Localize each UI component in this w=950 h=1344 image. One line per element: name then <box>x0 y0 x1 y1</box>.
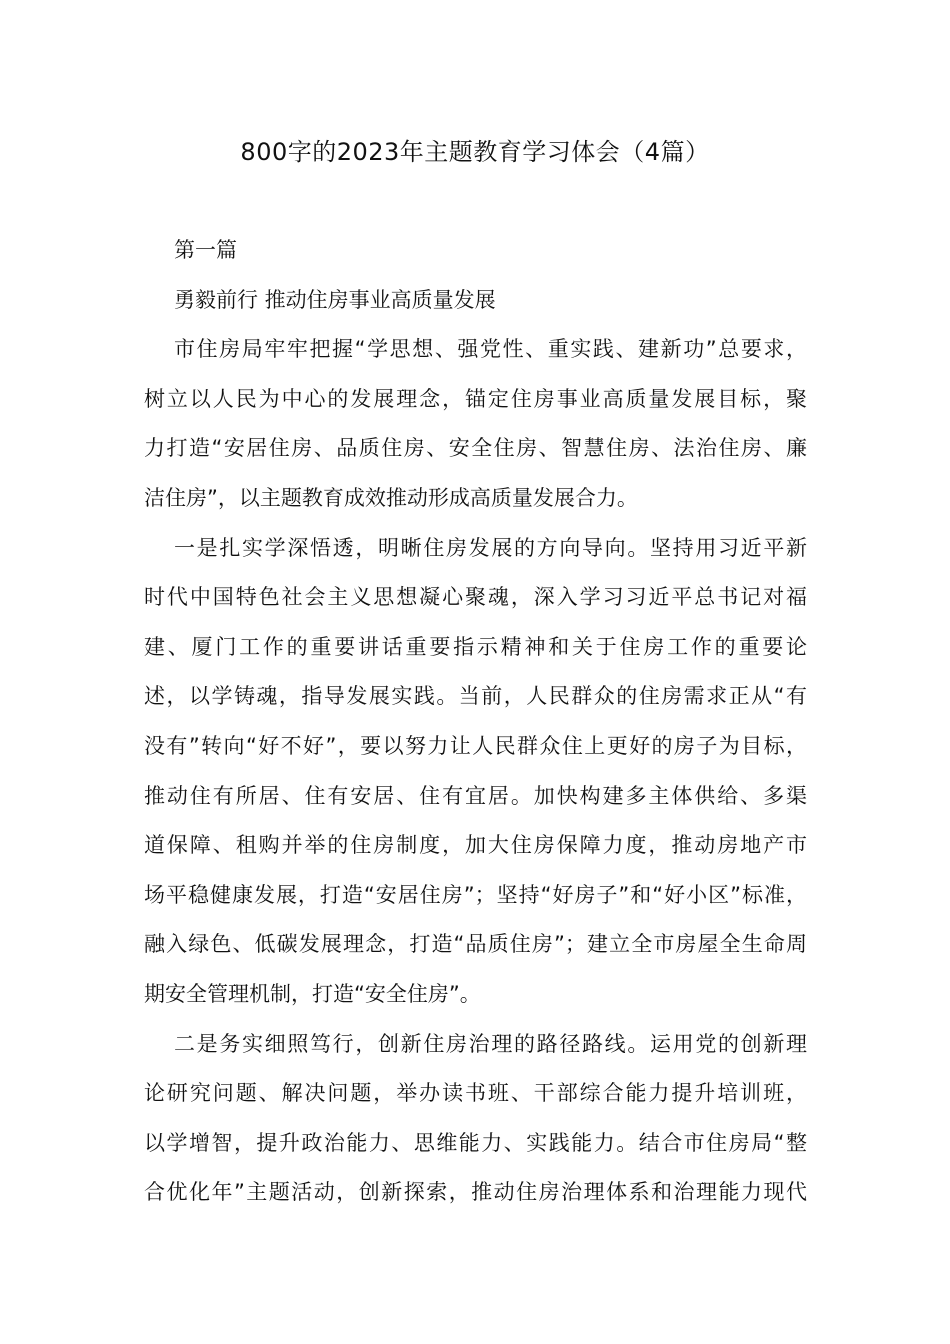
paragraph-line: 场平稳健康发展，打造“安居住房”；坚持“好房子”和“好小区”标准， <box>144 882 807 907</box>
paragraph-line: 述，以学铸魂，指导发展实践。当前，人民群众的住房需求正从“有 <box>144 684 807 709</box>
paragraph-line: 道保障、租购并举的住房制度，加大住房保障力度，推动房地产市 <box>144 833 807 858</box>
paragraph-line: 二是务实细照笃行，创新住房治理的路径路线。运用党的创新理 <box>174 1031 807 1056</box>
document-body <box>144 226 807 1218</box>
paragraph-line: 时代中国特色社会主义思想凝心聚魂，深入学习习近平总书记对福 <box>144 585 807 610</box>
paragraph-line: 论研究问题、解决问题，举办读书班、干部综合能力提升培训班， <box>144 1081 807 1106</box>
article-subtitle: 勇毅前行 推动住房事业高质量发展 <box>174 287 496 312</box>
paragraph-line: 合优化年”主题活动，创新探索，推动住房治理体系和治理能力现代 <box>144 1180 807 1205</box>
paragraph-line: 期安全管理机制，打造“安全住房”。 <box>144 981 481 1006</box>
paragraph-line: 建、厦门工作的重要讲话重要指示精神和关于住房工作的重要论 <box>144 634 807 659</box>
paragraph-line: 洁住房”，以主题教育成效推动形成高质量发展合力。 <box>144 485 638 510</box>
paragraph-line: 力打造“安居住房、品质住房、安全住房、智慧住房、法治住房、廉 <box>144 436 807 461</box>
paragraph-line: 融入绿色、低碳发展理念，打造“品质住房”；建立全市房屋全生命周 <box>144 932 807 957</box>
paragraph-line: 一是扎实学深悟透，明晰住房发展的方向导向。坚持用习近平新 <box>174 535 807 560</box>
document-title: 800字的2023年主题教育学习体会（4篇） <box>240 138 710 166</box>
paragraph-line: 以学增智，提升政治能力、思维能力、实践能力。结合市住房局“整 <box>144 1130 807 1155</box>
section-label: 第一篇 <box>174 238 237 262</box>
paragraph-line: 推动住有所居、住有安居、住有宜居。加快构建多主体供给、多渠 <box>144 783 807 808</box>
paragraph-line: 树立以人民为中心的发展理念，锚定住房事业高质量发展目标，聚 <box>144 386 807 411</box>
paragraph-line: 市住房局牢牢把握“学思想、强党性、重实践、建新功”总要求， <box>174 337 807 362</box>
paragraph-line: 没有”转向“好不好”，要以努力让人民群众住上更好的房子为目标， <box>144 733 807 758</box>
